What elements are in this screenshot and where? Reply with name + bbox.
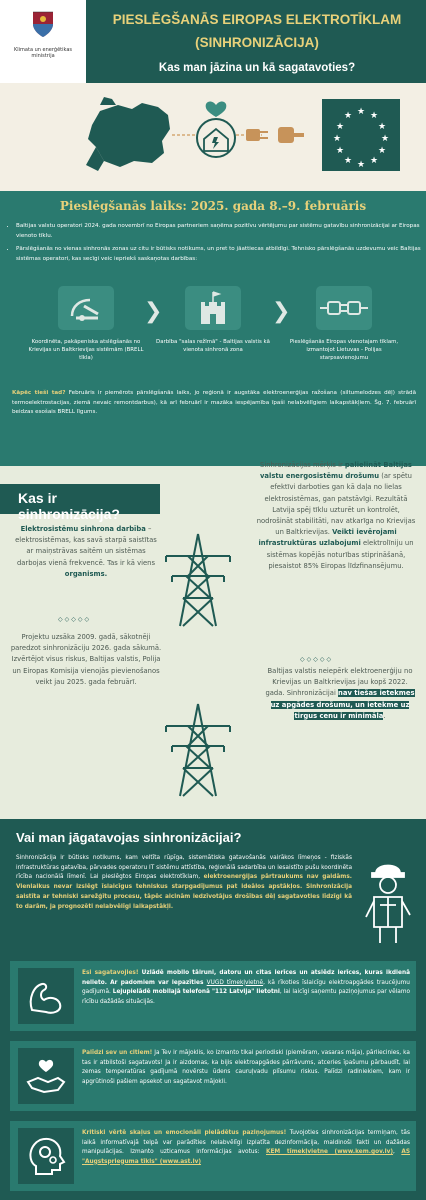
no-import-text [264,666,416,722]
svg-text:★: ★ [369,156,379,166]
kem-link[interactable]: KEM tīmekļvietne (www.kem.gov.lv) [265,1149,394,1155]
definition-bold: Elektrosistēmu sinhrona darbība [20,525,146,533]
worker-icon [362,857,414,945]
page-subtitle: Kas man jāzina un kā sagatavoties? [158,62,356,74]
no-import-text-1: Baltijas valstis neiepērk elektroenerģiju no Krievijas un Baltkrievijas jau kopš 2022. gada. Sinhronizācijai [265,667,413,698]
goal-text-1: Sinhronizācijas mērķis ir [260,461,345,469]
tip-lead: Kritiski vērtē skaļus un emocionāli pielādētus paziņojumus! [82,1130,287,1136]
prepare-section [0,819,426,1200]
energy-home-icon [197,119,235,157]
vugd-link[interactable]: VUGD tīmekļvietnē [206,979,264,986]
prepare-intro-text: Sinhronizācija ir būtisks notikums, kam veltīta rūpīga, sistemātiska gatavošanās vairākos līmeņos - fiziskās infrastruktūras gatavība, pārvades operatoru IT sistēmu attīstība, reģionālā sadarbība un iesaistīto pušu koordinēta rīcība nacionālā līmenī. Lai pieslēgtos Eiropas elektrotīklam, [16,855,352,881]
tip-lead: Palīdzi sev un citiem! [82,1050,153,1056]
divider-diamonds: ◇◇◇◇◇ [300,656,334,663]
goal-text [256,460,416,572]
why-then-paragraph [12,389,416,418]
baltic-map-icon [86,97,170,171]
step-2-box [185,286,241,330]
prepare-intro [16,854,352,912]
svg-text:★: ★ [343,156,353,166]
svg-text:★: ★ [377,122,387,132]
tip-icon-box [18,1048,74,1104]
bullet-item: • Pārslēgšanās no vienas sinhronās zonas uz citu ir būtisks notikums, un pret to jāattiecas atbildīgi. Tehnisko pārslēgšanās uzdevumu veic Baltijas sistēmas operatori, kas secīgi veic iepriekš saskaņotas darbības: [16,245,426,264]
tip-body-3: , lai laicīgi saņemtu paziņojumus par vēlamo rīcību dažādās situācijās. [82,989,411,1005]
svg-text:★: ★ [335,122,345,132]
chevron-right-icon: ❯ [144,299,163,324]
section-tag-text: Kas ir sinhronizācija? [18,490,120,522]
bullet-item: • Baltijas valstu operatori 2024. gada novembrī no Eiropas partneriem saņēma pozitīvu vērtējumu par sistēmu gatavību sinhronizācijai ar Eiropas vienoto tīklu. [16,222,426,241]
tip-body: Tuvojoties sinhronizācijas termiņam, tās laikā informatīvajā telpā var parādīties nelabvēlīgi izplatīta dezinformācija, maldinoši fakti un dažādas manipulācijas. Izmanto uzticamus informācijas avotus: [82,1130,411,1155]
definition-bold-2: organisms. [64,569,108,578]
svg-text:★: ★ [380,134,390,144]
steps-row [0,286,426,376]
step-3-label: Pieslēgšanās Eiropas vienotajam tīklam, izmantojot Lietuvas - Polijas starpsavienojumu [289,339,399,361]
definition-text [12,524,160,580]
project-history-text: Projektu uzsāka 2009. gadā, sākotnēji paredzot sinhronizāciju 2026. gada sākumā. Izvērtējot visus riskus, Baltijas valstis, Polija un Eiropas Komisija vienojās pievienošanos veikt jau 2025. gada februārī. [10,633,162,686]
step-1-box [58,286,114,330]
section-tag [0,484,160,522]
goal-bold-2: Veikti ievērojami infrastruktūras uzlabojumi [258,528,397,548]
bullet-list [6,222,426,268]
hero-illustration [0,83,426,191]
svg-text:★: ★ [377,146,387,156]
no-import-text-2: . [383,711,386,720]
svg-text:★: ★ [343,111,353,121]
ministry-logo [0,0,86,83]
page-title [96,12,418,51]
section-title: Pieslēgšanās laiks: 2025. gada 8.–9. februāris [59,199,367,213]
goal-text-2: (ar spētu efektīvi darboties gan kā daļa no lielas elektrosistēmas, gan patstāvīgi. Rezultātā Latvija spēj tīklu uzturēt un kontrolēt, nodrošināt stabilitāti, nav atkarīga no Krievijas un Baltkrievijas. [256,472,416,537]
title-line-2: (SINHRONIZĀCIJA) [195,35,319,50]
eu-flag-icon [322,99,400,171]
chevron-right-icon: ❯ [272,299,291,324]
power-pylon-icon [150,526,246,806]
plug-right-icon [278,127,304,143]
svg-text:★: ★ [356,107,366,117]
svg-text:★: ★ [335,146,345,156]
ministry-name: Klimata un enerģētikas ministrija [14,47,72,59]
divider-diamonds: ◇◇◇◇◇ [58,616,92,623]
strong-arm-icon [18,968,74,1024]
ast-link[interactable]: AS "Augstsprieguma tīkls" (www.ast.lv) [82,1149,410,1165]
step-3-box [316,286,372,330]
why-label: Kāpēc tieši tad? [12,390,66,396]
no-import-highlight: nav tiešas ietekmes uz apgādes drošumu, un ietekme uz tirgus cenu ir minimāla [270,689,415,720]
tip-card-help [10,1041,416,1111]
heart-icon [206,101,227,117]
title-line-1: PIESLĒGŠANĀS EIROPAS ELEKTROTĪKLAM [112,12,402,27]
tip-icon-box [18,968,74,1024]
section-title: Vai man jāgatavojas sinhronizācijai? [16,830,242,845]
prepare-intro-highlight: elektroenerģijas pārtraukums nav gaidāms. Vienlaikus nevar izslēgt īslaicīgus tehniskus starpgadījumus pat ideālos apstākļos. Sinhronizācija saistīta ar tehniski sarežģītu procesu, tāpēc aicinām iedzīvotājus drošības dēļ sagatavoties līdzīgi kā to darām, ja prognozēti nelabvēlīgi laikapstākļi. [16,874,353,910]
why-text: Februāris ir piemērots pārslēgšanās laiks, jo reģionā ir augstāka elektroenerģijas ražošana (siltumelodzes dēļ) strādā termoelektrostacijas, ziemā nevaic remontdarbus), kā arī februārī ir mazāka iespējamība īpaši nelabvēlīgiem laikapstākļiem. Šg. 7. februārī beidzas esošais BRELL līgums. [12,390,416,415]
tip-card-critical [10,1121,416,1191]
tip-body: Uzlādē mobilo tālruni, datoru un citas ierīces un atslēdz ierīces, kuras ikdienā nelieto. Ar padomiem var iepazīties [82,970,410,986]
tip-body: Ja Tev ir mājoklis, ko izmanto tikai periodiski (piemēram, vasaras māja), pārliecinies, ka tas ir atbilstoši sagatavots! Ja ir aizdomas, ka bijis elektroapgādes pārrāvums, atceries īpašumu pārbaudīt, lai zemas temperatūras gadījumā novērstu ūdens cauruļvadu plīsumu riskus. Palīdzi radiniekiem, kam ir apgrūtinoši pašiem apsekot un sagatavot mājokli. [82,1050,410,1085]
svg-text:★: ★ [356,160,366,170]
helping-hands-icon [18,1048,74,1104]
tip-body-2: , kā rīkoties īslaicīgu elektroapgādes traucējumu gadījumā. [82,979,410,995]
link-separator: , [393,1149,402,1155]
goal-bold: palielināt Baltijas valstu energosistēmu drošumu [259,461,412,481]
svg-text:★: ★ [332,134,342,144]
step-1-label: Koordinēta, pakāpeniska atslēgšanās no Krievijas un Baltkrievijas sistēmām (BRELL tīkla) [28,339,144,361]
goal-text-3: elektrolīniju un sistēmas kopējās noturības stiprināšanā, piesaistot 85% Eiropas līdzfinansējumu. [266,539,414,570]
plug-left-icon [246,129,268,141]
coat-of-arms-icon [31,10,55,38]
tip-text [82,969,410,1007]
what-is-sync-section [0,461,426,819]
switch-icon [58,286,114,330]
plug-icon [316,286,372,330]
tip-lead: Esi sagatavojies! [82,970,139,976]
step-2-label: Darbība "salas režīmā" - Baltijas valstis kā vienota sinhronā zona [156,339,270,353]
tip-card-prepare [10,961,416,1031]
tip-text [82,1129,410,1167]
svg-text:★: ★ [369,111,379,121]
castle-icon [185,286,241,330]
head-gears-icon [18,1128,74,1184]
definition-body: – elektrosistēmas, kas savā starpā saistītas ar maiņstrāvas saitēm un sistēmas darbojas vienā frekvencē. Tas ir kā viens [15,525,157,567]
tip-text [82,1049,410,1087]
header [0,0,426,83]
connection-time-section [0,191,426,466]
tip-icon-box [18,1128,74,1184]
tip-bold: Lejupielādē mobilajā telefonā "112 Latvija" lietotni [112,989,280,995]
